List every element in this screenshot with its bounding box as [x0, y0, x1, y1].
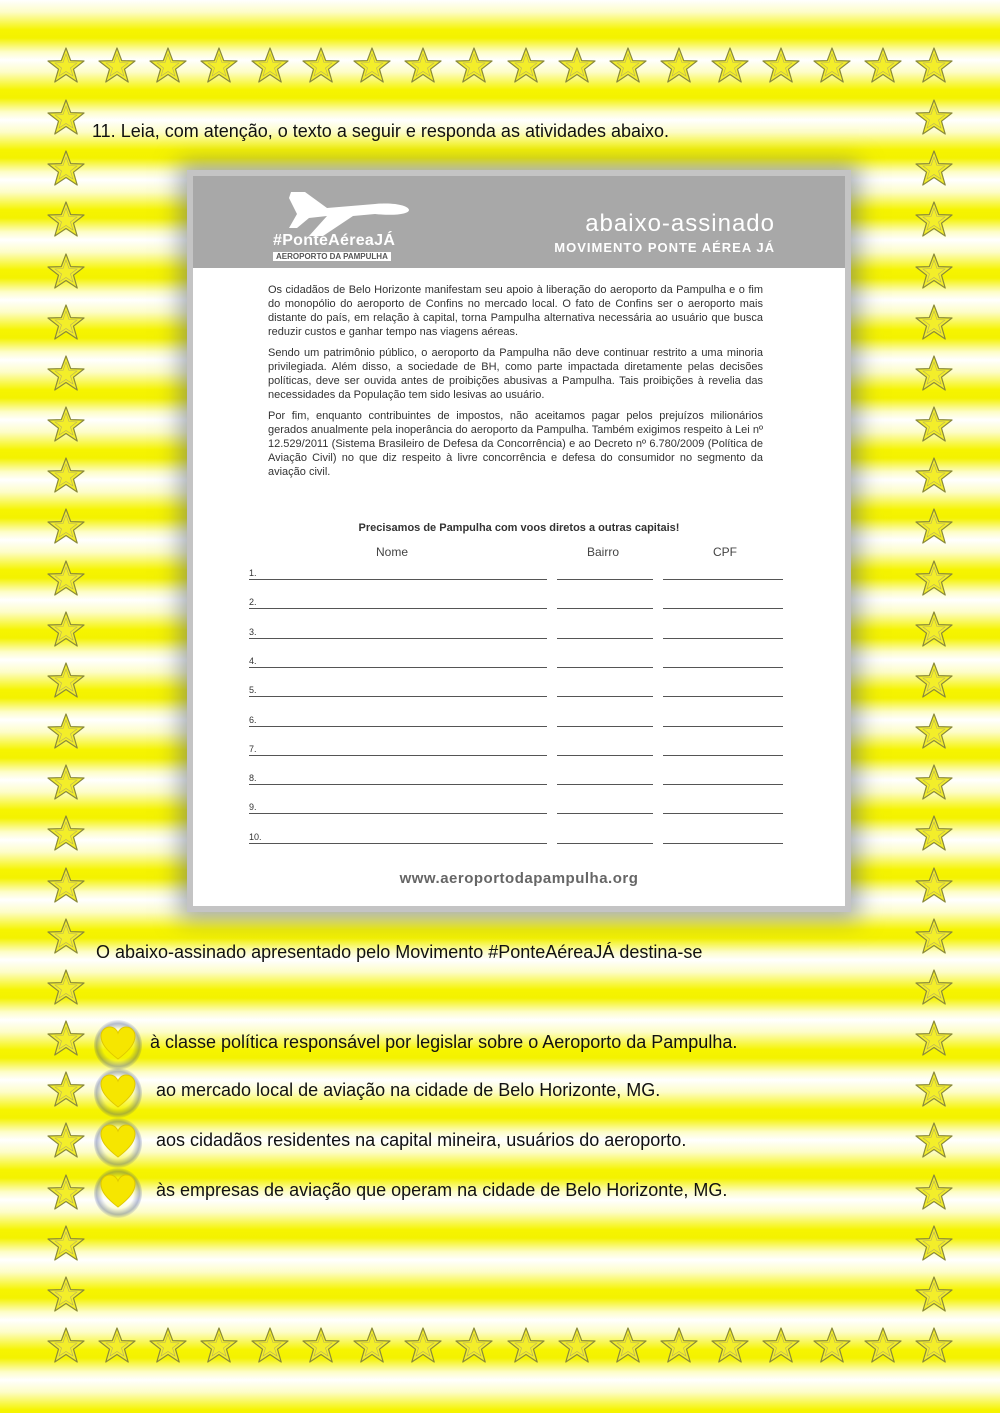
- star-icon: [914, 968, 954, 1008]
- document-body: [268, 283, 763, 486]
- row-number: 6.: [249, 714, 257, 725]
- cpf-line: [663, 608, 783, 609]
- star-icon: [46, 1326, 86, 1366]
- star-icon: [148, 1326, 188, 1366]
- star-icon: [352, 46, 392, 86]
- star-icon: [812, 1326, 852, 1366]
- star-icon: [46, 46, 86, 86]
- row-number: 7.: [249, 743, 257, 754]
- star-icon: [46, 1275, 86, 1315]
- star-icon: [914, 405, 954, 445]
- star-icon: [812, 46, 852, 86]
- star-icon: [914, 46, 954, 86]
- star-icon: [199, 1326, 239, 1366]
- petition-document: [187, 170, 851, 912]
- prompt-text: O abaixo-assinado apresentado pelo Movimento #PonteAéreaJÁ destina-se: [96, 942, 703, 962]
- document-title: abaixo-assinado: [585, 210, 775, 237]
- paragraph: Por fim, enquanto contribuintes de impostos, não aceitamos pagar pelos prejuízos milionários gerados anualmente pela inoperância do aeroporto da Pampulha. Também exigimos respeito à Lei nº 12.529/2011 (Sistema Brasileiro de Defesa da Concorrência) e ao Decreto nº 6.780/2009 (Política de Aviação Civil) no que diz respeito à livre concorrência e defesa do consumidor no segmento da aviação civil.: [268, 410, 763, 478]
- star-icon: [46, 98, 86, 138]
- name-line: [249, 638, 547, 639]
- signature-row: [249, 771, 789, 785]
- star-icon: [914, 252, 954, 292]
- cpf-line: [663, 696, 783, 697]
- option-label: às empresas de aviação que operam na cidade de Belo Horizonte, MG.: [156, 1180, 728, 1200]
- star-icon: [914, 456, 954, 496]
- star-icon: [46, 917, 86, 957]
- star-icon: [914, 1173, 954, 1213]
- bairro-line: [557, 755, 653, 756]
- column-header-cpf: CPF: [713, 545, 737, 559]
- star-icon: [46, 763, 86, 803]
- name-line: [249, 726, 547, 727]
- document-subtitle: MOVIMENTO PONTE AÉREA JÁ: [554, 240, 775, 255]
- heart-icon[interactable]: [94, 1118, 142, 1168]
- star-icon: [46, 1173, 86, 1213]
- star-icon: [914, 1275, 954, 1315]
- cpf-line: [663, 638, 783, 639]
- signature-row: [249, 595, 789, 609]
- website-url: www.aeroportodapampulha.org: [399, 870, 639, 887]
- heart-icon[interactable]: [94, 1020, 142, 1070]
- name-line: [249, 667, 547, 668]
- bairro-line: [557, 784, 653, 785]
- brand-logo-text: #PonteAéreaJÁ: [273, 232, 396, 249]
- star-icon: [199, 46, 239, 86]
- star-icon: [608, 46, 648, 86]
- name-line: [249, 843, 547, 844]
- star-icon: [914, 1019, 954, 1059]
- star-icon: [46, 303, 86, 343]
- cpf-line: [663, 755, 783, 756]
- star-icon: [914, 303, 954, 343]
- star-icon: [557, 1326, 597, 1366]
- cpf-line: [663, 726, 783, 727]
- signature-row: [249, 683, 789, 697]
- star-icon: [46, 1019, 86, 1059]
- row-number: 3.: [249, 626, 257, 637]
- name-line: [249, 755, 547, 756]
- star-icon: [659, 1326, 699, 1366]
- bairro-line: [557, 579, 653, 580]
- cpf-line: [663, 784, 783, 785]
- star-icon: [914, 814, 954, 854]
- star-icon: [863, 1326, 903, 1366]
- name-line: [249, 784, 547, 785]
- star-icon: [914, 1326, 954, 1366]
- star-icon: [454, 1326, 494, 1366]
- bairro-line: [557, 667, 653, 668]
- star-icon: [914, 1070, 954, 1110]
- star-icon: [97, 1326, 137, 1366]
- star-icon: [710, 46, 750, 86]
- star-icon: [710, 1326, 750, 1366]
- cpf-line: [663, 667, 783, 668]
- row-number: 1.: [249, 568, 257, 578]
- row-number: 8.: [249, 773, 257, 784]
- airplane-icon: [283, 184, 413, 239]
- signature-row: [249, 654, 789, 668]
- star-icon: [506, 1326, 546, 1366]
- star-icon: [250, 46, 290, 86]
- star-icon: [46, 252, 86, 292]
- heart-icon[interactable]: [94, 1068, 142, 1118]
- option-label: aos cidadãos residentes na capital mineira, usuários do aeroporto.: [156, 1130, 687, 1150]
- star-icon: [46, 712, 86, 752]
- document-header: [193, 176, 845, 268]
- call-to-action: Precisamos de Pampulha com voos diretos a outras capitais!: [358, 522, 680, 534]
- star-icon: [46, 610, 86, 650]
- answer-option-d[interactable]: [94, 1168, 814, 1218]
- star-icon: [46, 661, 86, 701]
- star-icon: [914, 98, 954, 138]
- row-number: 2.: [249, 597, 257, 608]
- brand-subtitle: AEROPORTO DA PAMPULHA: [273, 252, 391, 261]
- star-icon: [761, 46, 801, 86]
- bairro-line: [557, 843, 653, 844]
- signature-row: [249, 713, 789, 727]
- bairro-line: [557, 813, 653, 814]
- name-line: [249, 608, 547, 609]
- star-icon: [914, 149, 954, 189]
- option-label: à classe política responsável por legislar sobre o Aeroporto da Pampulha.: [150, 1032, 738, 1052]
- star-icon: [557, 46, 597, 86]
- bairro-line: [557, 608, 653, 609]
- star-icon: [46, 149, 86, 189]
- signature-row: [249, 566, 789, 580]
- star-icon: [454, 46, 494, 86]
- star-icon: [148, 46, 188, 86]
- signature-row: [249, 800, 789, 814]
- signature-row: [249, 830, 789, 844]
- row-number: 5.: [249, 685, 257, 696]
- cpf-line: [663, 579, 783, 580]
- star-icon: [46, 866, 86, 906]
- bairro-line: [557, 638, 653, 639]
- name-line: [249, 696, 547, 697]
- star-icon: [46, 1121, 86, 1161]
- bairro-line: [557, 696, 653, 697]
- star-icon: [506, 46, 546, 86]
- star-icon: [301, 46, 341, 86]
- star-icon: [914, 661, 954, 701]
- cpf-line: [663, 843, 783, 844]
- star-icon: [301, 1326, 341, 1366]
- row-number: 10.: [249, 831, 262, 842]
- column-header-bairro: Bairro: [587, 545, 620, 559]
- star-icon: [914, 866, 954, 906]
- star-icon: [46, 405, 86, 445]
- star-icon: [914, 200, 954, 240]
- star-icon: [914, 507, 954, 547]
- star-icon: [250, 1326, 290, 1366]
- star-icon: [403, 1326, 443, 1366]
- star-icon: [46, 1070, 86, 1110]
- name-line: [249, 813, 547, 814]
- paragraph: Sendo um patrimônio público, o aeroporto da Pampulha não deve continuar restrito a uma minoria privilegiada. Além disso, a sociedade de BH, como parte impactada diretamente pelas decisões políticas, deve ser ouvida antes de proibições abusivas a Pampulha. Tais proibições à revelia das necessidades da População tem sido lesivas ao usuário.: [268, 347, 763, 401]
- answer-option-c[interactable]: [94, 1118, 814, 1168]
- star-icon: [46, 559, 86, 599]
- star-icon: [403, 46, 443, 86]
- star-icon: [46, 507, 86, 547]
- column-header-nome: Nome: [376, 545, 409, 559]
- star-icon: [46, 968, 86, 1008]
- star-icon: [97, 46, 137, 86]
- star-icon: [914, 354, 954, 394]
- star-icon: [914, 763, 954, 803]
- question-text: 11. Leia, com atenção, o texto a seguir e responda as atividades abaixo.: [92, 121, 670, 141]
- star-icon: [46, 456, 86, 496]
- bairro-line: [557, 726, 653, 727]
- option-label: ao mercado local de aviação na cidade de Belo Horizonte, MG.: [156, 1080, 661, 1100]
- name-line: [249, 579, 547, 580]
- star-icon: [761, 1326, 801, 1366]
- row-number: 4.: [249, 655, 257, 666]
- star-icon: [46, 1224, 86, 1264]
- star-icon: [914, 610, 954, 650]
- answer-option-a[interactable]: [94, 1020, 814, 1070]
- star-icon: [46, 814, 86, 854]
- answer-option-b[interactable]: [94, 1068, 814, 1118]
- signature-row: [249, 742, 789, 756]
- star-icon: [659, 46, 699, 86]
- cpf-line: [663, 813, 783, 814]
- paragraph: Os cidadãos de Belo Horizonte manifestam seu apoio à liberação do aeroporto da Pampulha e o fim do monopólio do aeroporto de Confins no mercado local. O fato de Confins ser o aeroporto mais distante do país, em relação à capital, torna Pampulha alternativa necessária ao usuário que busca reduzir custos e ganhar tempo nas viagens aéreas.: [268, 284, 763, 338]
- star-icon: [46, 354, 86, 394]
- star-icon: [914, 917, 954, 957]
- star-icon: [914, 559, 954, 599]
- star-icon: [863, 46, 903, 86]
- row-number: 9.: [249, 802, 257, 813]
- star-icon: [914, 1224, 954, 1264]
- star-icon: [352, 1326, 392, 1366]
- star-icon: [608, 1326, 648, 1366]
- star-icon: [914, 712, 954, 752]
- signature-row: [249, 625, 789, 639]
- star-icon: [46, 200, 86, 240]
- heart-icon[interactable]: [94, 1168, 142, 1218]
- star-icon: [914, 1121, 954, 1161]
